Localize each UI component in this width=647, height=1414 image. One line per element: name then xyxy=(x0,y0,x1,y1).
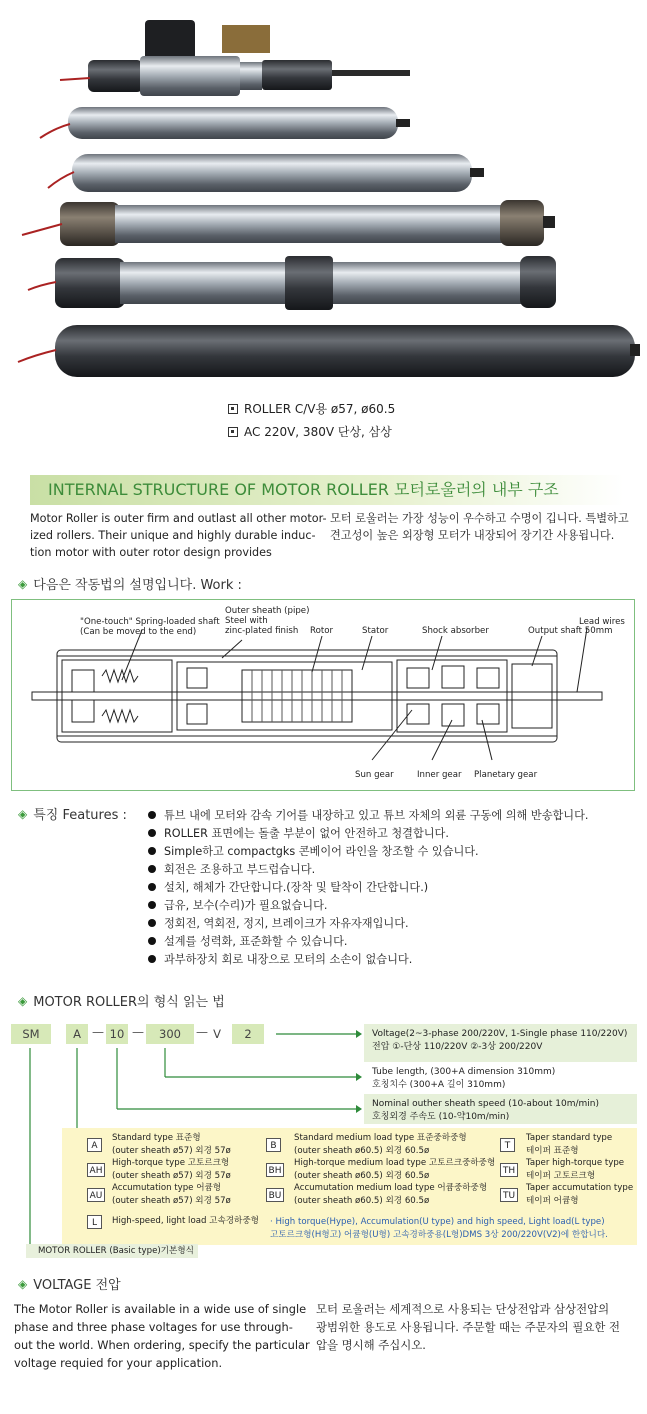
type-code: BU xyxy=(266,1188,284,1202)
feature-item: Simple하고 compactgks 콘베이어 라인을 창조할 수 있습니다. xyxy=(148,843,479,859)
model-heading: ◈ MOTOR ROLLER의 형식 읽는 법 xyxy=(18,993,225,1010)
bullet-icon xyxy=(148,811,156,819)
type-desc: Accumutation medium load type 어큠중하중형 (outer sheath ø60.5) 외경 60.5ø xyxy=(294,1183,488,1206)
type-code: B xyxy=(266,1138,281,1152)
caption-1: ROLLER C/V용 ø57, ø60.5 xyxy=(228,400,395,417)
type-code: L xyxy=(87,1215,102,1229)
voltage-korean: 모터 로울러는 세계적으로 사용되는 단상전압과 삼상전압의 광범위한 용도로 사용됩니다. 주문할 때는 주문자의 필요한 전 압을 명시해 주십시오. xyxy=(316,1302,621,1352)
type-desc: Standard medium load type 표준중하중형 (outer sheath ø60.5) 외경 60.5ø xyxy=(294,1133,467,1156)
roller-4 xyxy=(28,256,556,310)
roller-3 xyxy=(22,200,555,246)
label-planetary-gear: Planetary gear xyxy=(474,770,538,780)
type-code: TH xyxy=(500,1163,518,1177)
basic-type-label: MOTOR ROLLER (Basic type)기본형식 xyxy=(26,1244,198,1258)
feature-item: ROLLER 표면에는 돌출 부분이 없어 안전하고 청결합니다. xyxy=(148,825,449,841)
section-title: INTERNAL STRUCTURE OF MOTOR ROLLER 모터로울러의 내부 구조 xyxy=(30,475,624,505)
feature-item: 튜브 내에 모터와 감속 기어를 내장하고 있고 튜브 자체의 외륜 구동에 의해 반송합니다. xyxy=(148,807,588,823)
intro-english: Motor Roller is outer firm and outlast all other motor- ized rollers. Their unique and highly durable induc- tion motor with outer rotor design provides xyxy=(30,512,327,559)
type-table xyxy=(62,1128,637,1245)
code-dash: — xyxy=(92,1025,104,1039)
diamond-bullet-icon: ◈ xyxy=(18,576,28,591)
tube-note: Tube length, (300+A dimension 310mm) 호칭치수 (300+A 길이 310mm) xyxy=(364,1062,637,1092)
diamond-bullet-icon: ◈ xyxy=(18,993,28,1008)
feature-item: 설치, 해체가 간단합니다.(장착 및 탈착이 간단합니다.) xyxy=(148,879,428,895)
feature-item: 정회전, 역회전, 정지, 브레이크가 자유자재입니다. xyxy=(148,915,409,931)
voltage-note: Voltage(2~3-phase 200/220V, 1-Single phase 110/220V) 전압 ①-단상 110/220V ②-3상 200/220V xyxy=(364,1024,637,1062)
intro-korean: 모터 로울러는 가장 성능이 우수하고 수명이 깁니다. 특별하고 견고성이 높은 외장형 모터가 내장되어 장기간 사용됩니다. xyxy=(330,512,629,542)
type-desc: Taper high-torque type 테이퍼 고토르크형 xyxy=(526,1158,625,1181)
features-heading: ◈ 특징 Features : xyxy=(18,806,127,823)
label-sheath: Outer sheath (pipe) Steel with zinc-plated finish xyxy=(225,606,310,636)
type-code: AU xyxy=(87,1188,105,1202)
type-code: T xyxy=(500,1138,515,1152)
code-dash: — xyxy=(196,1025,208,1039)
diamond-bullet-icon: ◈ xyxy=(18,1276,28,1291)
code-type: A xyxy=(66,1024,88,1044)
type-code: A xyxy=(87,1138,102,1152)
bullet-icon xyxy=(148,883,156,891)
code-voltage: 2 xyxy=(232,1024,264,1044)
bullet-icon xyxy=(148,919,156,927)
structure-diagram xyxy=(11,599,635,791)
label-sun-gear: Sun gear xyxy=(355,770,394,780)
motor-unit xyxy=(60,20,410,96)
bullet-icon xyxy=(148,937,156,945)
type-desc: High-torque type 고토르크형 (outer sheath ø57) 외경 57ø xyxy=(112,1158,231,1181)
roller-1 xyxy=(40,107,410,139)
code-dash: — xyxy=(132,1025,144,1039)
label-lead-wires: Lead wires xyxy=(579,617,625,627)
label-shock-absorber: Shock absorber xyxy=(422,626,489,636)
caption-2: AC 220V, 380V 단상, 삼상 xyxy=(228,423,392,440)
label-inner-gear: Inner gear xyxy=(417,770,462,780)
label-rotor: Rotor xyxy=(310,626,334,636)
code-v: V xyxy=(210,1024,224,1044)
type-desc: Taper standard type 테이퍼 표준형 xyxy=(526,1133,613,1156)
type-desc: High-torque medium load type 고토르크중하중형 (outer sheath ø60.5) 외경 60.5ø xyxy=(294,1158,496,1181)
label-output-shaft: Output shaft 50mm xyxy=(528,626,613,636)
bullet-icon xyxy=(148,955,156,963)
motor-rollers-illustration xyxy=(0,0,647,395)
work-heading: ◈ 다음은 작동법의 설명입니다. Work : xyxy=(18,576,242,593)
feature-item: 회전은 조용하고 부드럽습니다. xyxy=(148,861,315,877)
type-desc: Standard type 표준형 (outer sheath ø57) 외경 57ø xyxy=(112,1133,231,1156)
feature-item: 과부하장치 회로 내장으로 모터의 소손이 없습니다. xyxy=(148,951,412,967)
bullet-icon xyxy=(148,865,156,873)
product-photo xyxy=(0,0,647,395)
code-length: 300 xyxy=(146,1024,194,1044)
speed-note: Nominal outher sheath speed (10-about 10m/min) 호칭외경 주속도 (10-약10m/min) xyxy=(364,1094,637,1124)
label-shaft: "One-touch" Spring-loaded shaft (Can be moved to the end) xyxy=(80,617,220,637)
code-sm: SM xyxy=(11,1024,51,1044)
type-code: AH xyxy=(87,1163,105,1177)
label-stator: Stator xyxy=(362,626,389,636)
feature-item: 급유, 보수(수리)가 필요없습니다. xyxy=(148,897,327,913)
type-code: BH xyxy=(266,1163,284,1177)
type-desc: Taper accumutation type 테이퍼 어큠형 xyxy=(526,1183,634,1206)
type-code: TU xyxy=(500,1188,518,1202)
voltage-english: The Motor Roller is available in a wide use of single phase and three phase voltages for use through- out the world. When ordering, specify the particular voltage requied for your application. xyxy=(14,1302,310,1370)
roller-5 xyxy=(18,325,640,377)
bullet-icon xyxy=(148,901,156,909)
code-speed: 10 xyxy=(106,1024,128,1044)
bullet-icon xyxy=(148,847,156,855)
feature-item: 설계를 성력화, 표준화할 수 있습니다. xyxy=(148,933,347,949)
square-bullet-icon xyxy=(228,404,238,414)
type-desc: Accumutation type 어큠형 (outer sheath ø57) 외경 57ø xyxy=(112,1183,231,1206)
type-desc: High-speed, light load 고속경하중형 xyxy=(112,1216,259,1226)
type-note: · High torque(Hype), Accumulation(U type) and high speed, Light load(L type) 고토르크형(H형고) 어큠형(U형) 고속경하중용(L형)DMS 3상 200/220V(V2)에 한합니다. xyxy=(270,1217,608,1240)
diamond-bullet-icon: ◈ xyxy=(18,806,28,821)
square-bullet-icon xyxy=(228,427,238,437)
bullet-icon xyxy=(148,829,156,837)
voltage-heading: ◈ VOLTAGE 전압 xyxy=(18,1276,121,1293)
roller-2 xyxy=(48,154,484,192)
